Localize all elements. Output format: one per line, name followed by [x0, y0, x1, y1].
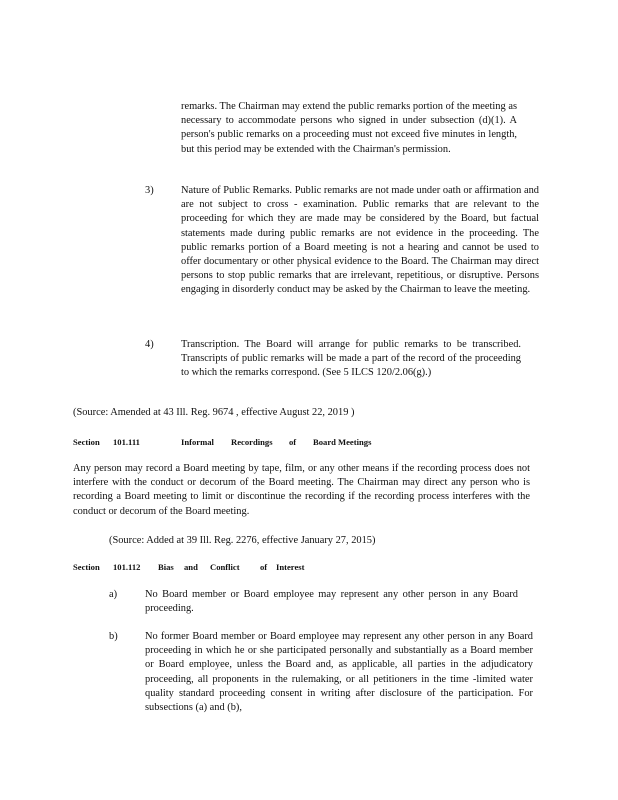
section-title-word: Interest [276, 562, 305, 572]
section-heading-101-112 [73, 561, 304, 573]
section-number: 101.111 [113, 437, 140, 447]
section-title-word: of [260, 562, 268, 572]
item-paragraph-b: No former Board member or Board employee may represent any other person in any Board proceeding in which he or she participated personally and substantially as a Board member or Board employee, unless the Board and, as applicable, all parties in the adjudicatory proceeding, all proponents in the rulemaking, or all petitioners in the time -limited water quality standard proceeding consent in writing after disclosure of the participation. For subsections (a) and (b), [145, 631, 533, 714]
continuation-paragraph: remarks. The Chairman may extend the public remarks portion of the meeting as necessary to accommodate persons who signed in under subsection (d)(1). A person's public remarks on a proceeding must not exceed five minutes in length, but this period may be extended with the Chairman's permission. [181, 101, 517, 155]
section-title-word: Recordings [231, 437, 273, 447]
item-paragraph-nature-of-public-remarks: Nature of Public Remarks. Public remarks are not made under oath or affirmation and are not subject to cross - examination. Public remarks that are relevant to the proceeding for which they are made may be considered by the Board, but factual statements made during public remarks are not evidence in the proceeding. The public remarks portion of a Board meeting is not a hearing and cannot be used to offer documentary or other physical evidence to the Board. The Chairman may direct persons to stop public remarks that are irrelevant, repetitious, or disruptive. Persons engaging in disorderly conduct may be asked by the Chairman to leave the meeting. [181, 185, 539, 296]
item-number: b) [109, 631, 118, 642]
section-title-word: and [184, 562, 198, 572]
item-number: a) [109, 589, 118, 600]
source-note: (Source: Amended at 43 Ill. Reg. 9674 , effective August 22, 2019 ) [73, 407, 355, 418]
item-number: 4) [145, 339, 154, 350]
section-title-word: Meetings [338, 437, 372, 447]
item-paragraph-a: No Board member or Board employee may represent any other person in any Board proceeding. [145, 589, 518, 615]
item-number: 3) [145, 185, 154, 196]
section-body-101-111: Any person may record a Board meeting by tape, film, or any other means if the recording process does not interfere with the conduct or decorum of the Board meeting. The Chairman may direct any person who is recording a Board meeting to limit or discontinue the recording if the recording process interferes with the conduct or decorum of the Board meeting. [73, 463, 530, 517]
section-title-word: Bias [158, 562, 174, 572]
section-title-word: Conflict [210, 562, 240, 572]
section-title-word: of [289, 437, 297, 447]
section-heading-101-111 [73, 436, 371, 448]
item-paragraph-transcription: Transcription. The Board will arrange for public remarks to be transcribed. Transcripts of public remarks will be made a part of the record of the proceeding to which the remarks correspond. (See 5 ILCS 120/2.06(g).) [181, 339, 521, 379]
section-title-word: Board [313, 437, 336, 447]
section-number: 101.112 [113, 562, 141, 572]
section-title-word: Informal [181, 437, 214, 447]
source-note: (Source: Added at 39 Ill. Reg. 2276, effective January 27, 2015) [109, 535, 376, 546]
section-label: Section [73, 437, 100, 447]
section-label: Section [73, 562, 100, 572]
